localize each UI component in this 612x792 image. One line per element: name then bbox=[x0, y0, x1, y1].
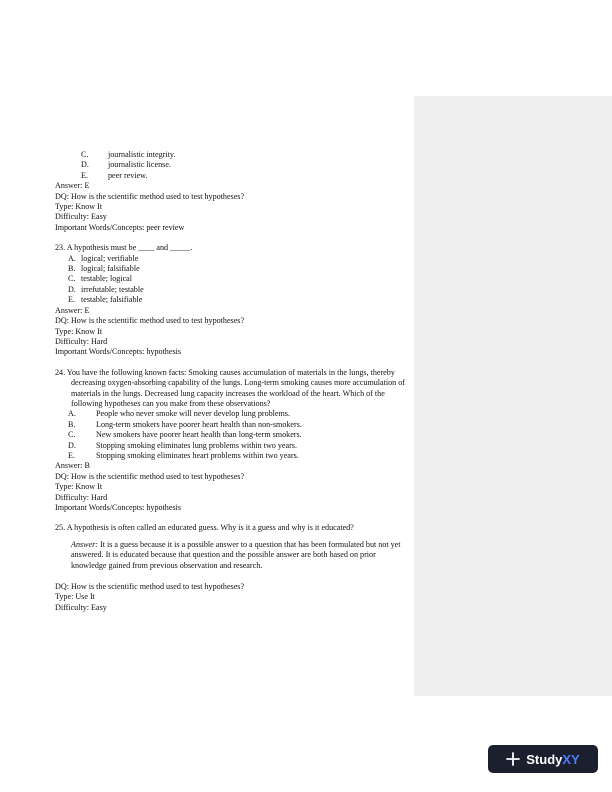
answer: Answer: E bbox=[55, 305, 90, 315]
type: Type: Use It bbox=[55, 592, 95, 602]
option-c: C. New smokers have poorer heart health than long-term smokers. bbox=[68, 430, 302, 440]
option-b: B. logical; falsifiable bbox=[68, 264, 140, 274]
type: Type: Know It bbox=[55, 326, 103, 336]
difficulty: Difficulty: Easy bbox=[55, 602, 107, 612]
plus-icon bbox=[506, 752, 520, 766]
option-c: C. journalistic integrity. bbox=[81, 150, 176, 159]
option-a: A. People who never smoke will never develop lung problems. bbox=[68, 409, 290, 419]
type: Type: Know It bbox=[55, 202, 103, 212]
answer-explanation bbox=[55, 540, 410, 571]
question-25: 25. A hypothesis is often called an educated guess. Why is it a guess and why is it educated? bbox=[55, 523, 354, 533]
option-e: E. testable; falsifiable bbox=[68, 295, 143, 305]
type: Type: Know It bbox=[55, 482, 103, 492]
option-d: D. journalistic license. bbox=[81, 160, 171, 170]
answer: Answer: B bbox=[55, 461, 90, 471]
option-c: C. testable; logical bbox=[68, 274, 133, 284]
answer-text: It is a guess because it is a possible answer to a question that has been formulated but not yet answered. It is educated because that question and the possible answer are both based on prior knowledge gained from previous observation and research. bbox=[71, 539, 401, 570]
comment-pane bbox=[414, 96, 612, 696]
option-b: B. Long-term smokers have poorer heart health than non-smokers. bbox=[68, 419, 302, 429]
dq: DQ: How is the scientific method used to test hypotheses? bbox=[55, 191, 245, 201]
brand-name-xy: XY bbox=[562, 751, 580, 767]
option-e: E. peer review. bbox=[81, 170, 148, 180]
option-a: A. logical; verifiable bbox=[68, 253, 139, 263]
option-d: D. Stopping smoking eliminates lung problems within two years. bbox=[68, 440, 297, 450]
answer: Answer: E bbox=[55, 181, 90, 191]
brand-name-study: Study bbox=[526, 751, 563, 767]
document-content bbox=[55, 150, 410, 613]
dq: DQ: How is the scientific method used to test hypotheses? bbox=[55, 316, 245, 326]
difficulty: Difficulty: Easy bbox=[55, 212, 107, 222]
option-d: D. irrefutable; testable bbox=[68, 284, 144, 294]
option-e: E. Stopping smoking eliminates heart problems within two years. bbox=[68, 450, 299, 460]
dq: DQ: How is the scientific method used to test hypotheses? bbox=[55, 582, 245, 592]
question-24: 24. You have the following known facts: Smoking causes accumulation of materials in the lungs, thereby decreasing oxygen-absorbing capability of the lungs. Long-term smoking causes more accumulation of materials in the lungs. Decreased lung capacity increases the workload of the heart. Which of the following hypotheses can you make from these observations? bbox=[55, 367, 405, 408]
concepts: Important Words/Concepts: peer review bbox=[55, 222, 185, 232]
dq: DQ: How is the scientific method used to test hypotheses? bbox=[55, 471, 245, 481]
difficulty: Difficulty: Hard bbox=[55, 492, 108, 502]
question-23: 23. A hypothesis must be ____ and _____. bbox=[55, 243, 193, 253]
concepts: Important Words/Concepts: hypothesis bbox=[55, 347, 181, 357]
difficulty: Difficulty: Hard bbox=[55, 336, 108, 346]
studyxy-badge[interactable] bbox=[488, 745, 598, 773]
answer-label: Answer: bbox=[71, 539, 98, 549]
concepts: Important Words/Concepts: hypothesis bbox=[55, 503, 181, 512]
